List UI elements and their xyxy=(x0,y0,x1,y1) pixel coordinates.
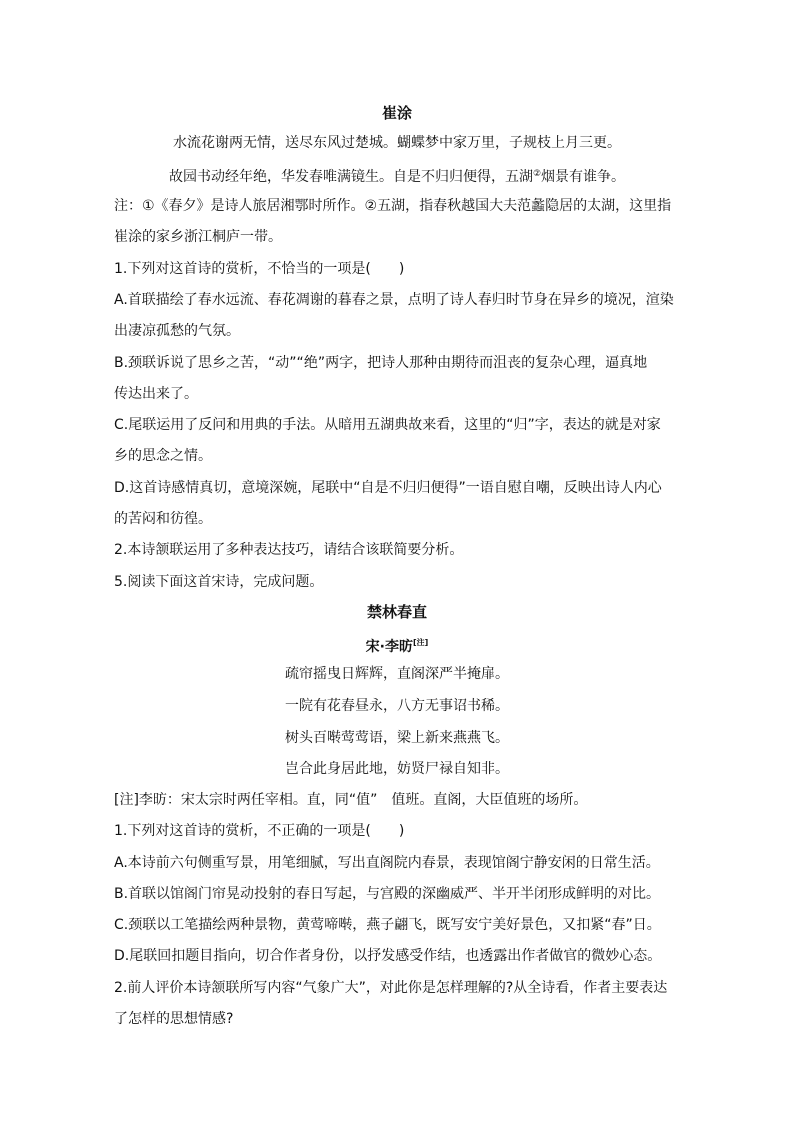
poem-line: 岂合此身居此地，妨贤尸禄自知非。 xyxy=(285,761,509,777)
poem-line xyxy=(114,164,680,187)
option-c: 乡的思念之情。 xyxy=(114,448,212,464)
question-text: 了怎样的思想情感? xyxy=(114,1011,234,1027)
poem-line: 疏帘摇曳日辉辉，直阁深严半掩扉。 xyxy=(285,666,509,682)
poem-line-text: 烟景有谁争。 xyxy=(541,169,626,185)
poem-note: 注：①《春夕》是诗人旅居湘鄂时所作。②五湖，指春秋越国大夫范蠡隐居的太湖，这里指 xyxy=(114,198,672,214)
option-a: A.首联描绘了春水远流、春花凋谢的暮春之景，点明了诗人春归时节身在异乡的境况，渲染 xyxy=(114,292,674,308)
option-b: B.首联以馆阁门帘晃动投射的春日写起，与宫殿的深幽威严、半开半闭形成鲜明的对比。 xyxy=(114,886,661,902)
footnote-marker: ② xyxy=(532,169,542,179)
poem-line: 树头百啭莺莺语，梁上新来燕燕飞。 xyxy=(285,730,509,746)
poem-note: [注]李昉：宋太宗时两任宰相。直，同“值” 值班。直阁，大臣值班的场所。 xyxy=(114,792,588,808)
option-a: 出凄凉孤愁的气氛。 xyxy=(114,323,240,339)
option-d: D.尾联回扣题目指向，切合作者身份，以抒发感受作结，也透露出作者做官的微妙心态。 xyxy=(114,948,662,964)
poem-author-title: 崔涂 xyxy=(381,104,412,122)
poem-author xyxy=(114,633,680,657)
poem-line-text: 故园书动经年绝，华发春唯满镜生。自是不归归便得，五湖 xyxy=(168,169,533,185)
option-c: C.尾联运用了反问和用典的手法。从暗用五湖典故来看，这里的“归”字，表达的就是对家 xyxy=(114,417,661,433)
poem-author-text: 宋·李昉 xyxy=(365,639,413,655)
option-a: A.本诗前六句侧重写景，用笔细腻，写出直阁院内春景，表现馆阁宁静安闲的日常生活。 xyxy=(114,855,660,871)
option-b: 传达出来了。 xyxy=(114,386,198,402)
option-d: 的苦闷和彷徨。 xyxy=(114,511,212,527)
poem-line: 水流花谢两无情，送尽东风过楚城。蝴蝶梦中家万里，子规枝上月三更。 xyxy=(173,135,621,151)
footnote-marker: [注] xyxy=(413,638,429,647)
question-text: 2.本诗颔联运用了多种表达技巧，请结合该联简要分析。 xyxy=(114,542,464,558)
poem-note: 崔涂的家乡浙江桐庐一带。 xyxy=(114,229,282,245)
question-text: 1.下列对这首诗的赏析，不恰当的一项是( ) xyxy=(114,261,405,277)
option-d: D.这首诗感情真切，意境深婉，尾联中“自是不归归便得”一语自慰自嘲，反映出诗人内心 xyxy=(114,480,662,496)
question-text: 1.下列对这首诗的赏析，不正确的一项是( ) xyxy=(114,823,405,839)
option-b: B.颈联诉说了思乡之苦，“动”“绝”两字，把诗人那种由期待而沮丧的复杂心理，逼真地 xyxy=(114,355,648,371)
question-text: 2.前人评价本诗颔联所写内容“气象广大”，对此你是怎样理解的?从全诗看，作者主要表达 xyxy=(114,980,668,996)
option-c: C.颈联以工笔描绘两种景物，黄莺啼啭，燕子翩飞，既写安宁美好景色，又扣紧“春”日。 xyxy=(114,917,661,933)
section-intro: 5.阅读下面这首宋诗，完成问题。 xyxy=(114,574,324,590)
poem-line: 一院有花春昼永，八方无事诏书稀。 xyxy=(285,698,509,714)
poem-title: 禁林春直 xyxy=(366,603,427,621)
